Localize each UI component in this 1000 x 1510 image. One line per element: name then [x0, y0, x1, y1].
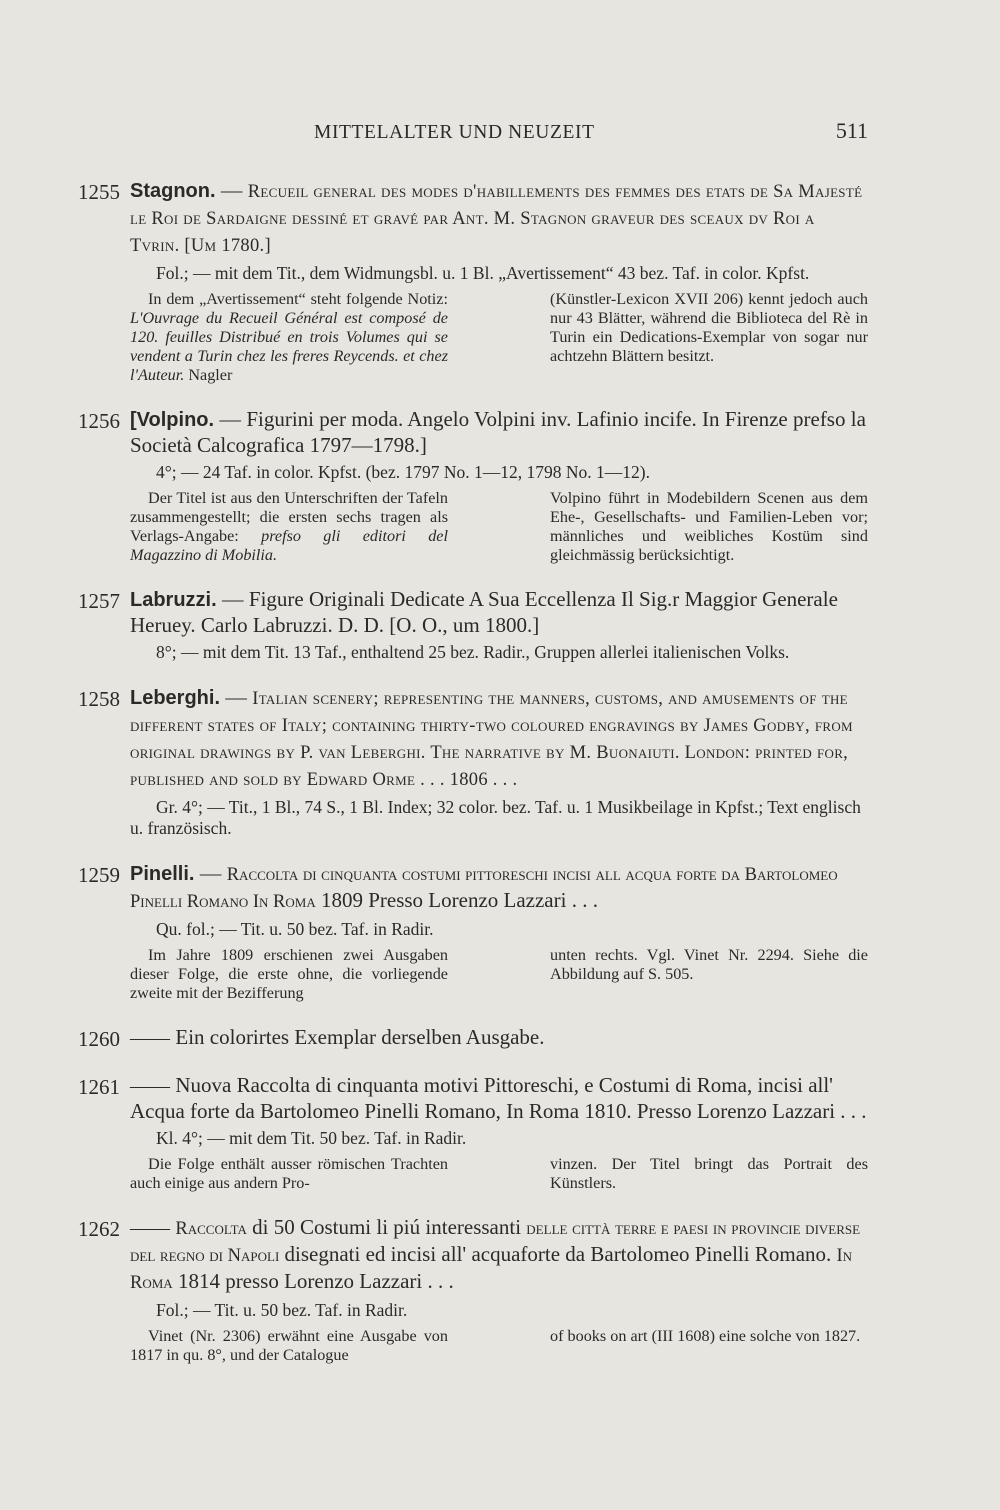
entry-title-part: In Roma — [130, 1246, 853, 1293]
catalogue-entry-1259 — [78, 861, 868, 1003]
note-left — [130, 290, 448, 385]
note-left: Die Folge enthält ausser römischen Trachten auch einige aus andern Pro- — [130, 1155, 448, 1192]
entry-dash: —— — [130, 1075, 170, 1097]
catalogue-entry-1261 — [78, 1073, 868, 1193]
entry-number: 1261 — [78, 1075, 120, 1099]
entry-title-part: Raccolta — [175, 1219, 247, 1239]
entry-number: 1257 — [78, 589, 120, 613]
catalogue-entry-1255 — [78, 178, 868, 385]
entry-heading — [78, 587, 868, 638]
entry-heading — [78, 861, 868, 915]
entry-title: Nuova Raccolta di cinquanta motivi Pittoreschi, e Costumi di Roma, incisi all' Acqua forte da Bartolomeo Pinelli Romano, In Roma 1810. Presso Lorenzo Lazzari . . . — [130, 1073, 867, 1123]
entry-title — [130, 861, 838, 912]
catalogue-entry-1257 — [78, 587, 868, 663]
entry-number: 1262 — [78, 1217, 120, 1241]
entry-number: 1255 — [78, 180, 120, 204]
catalogue-entry-1258 — [78, 685, 868, 839]
entry-separator: — — [216, 587, 249, 611]
note-right: unten rechts. Vgl. Vinet Nr. 2294. Siehe die Abbildung auf S. 505. — [550, 946, 868, 983]
entry-notes — [78, 946, 868, 1003]
catalogue-entry-1262 — [78, 1215, 868, 1365]
entry-collation: Gr. 4°; — Tit., 1 Bl., 74 S., 1 Bl. Index; 32 color. bez. Taf. u. 1 Musikbeilage in Kpfst.; Text englisch u. französisch. — [130, 797, 861, 838]
note-right: vinzen. Der Titel bringt das Portrait des Künstlers. — [550, 1155, 868, 1192]
entry-title: Italian scenery; representing the manners, customs, and amusements of the different states of Italy; containing thirty-two coloured engravings by James Godby, from original drawings by P. van Leberghi. The narrative by M. Buonaiuti. London: printed for, published and sold by Edward Orme . . . 1806 . . . — [130, 689, 853, 790]
entry-title-part: delle città terre e paesi in provincie diverse del regno di Napoli — [130, 1219, 861, 1266]
entry-heading — [78, 1215, 868, 1296]
entry-notes — [78, 1327, 868, 1365]
entry-name: [Volpino. — [130, 409, 215, 431]
entry-title-part: 1809 Presso Lorenzo Lazzari . . . — [315, 888, 598, 912]
entry-name: Pinelli. — [130, 863, 195, 885]
entry-separator: — — [215, 178, 248, 202]
entry-heading — [78, 407, 868, 458]
entry-heading — [78, 178, 868, 259]
entry-number: 1256 — [78, 409, 120, 433]
entry-title-part: Raccolta di cinquanta costumi pittoreschi incisi all acqua forte da Bartolomeo Pinelli Romano In Roma — [130, 865, 838, 912]
entry-collation: 8°; — mit dem Tit. 13 Taf., enthaltend 25 bez. Radir., Gruppen allerlei italienischen Volks. — [156, 642, 790, 662]
entry-number: 1260 — [78, 1027, 120, 1051]
catalogue-entry-1260 — [78, 1025, 868, 1051]
note-left: Im Jahre 1809 erschienen zwei Ausgaben dieser Folge, die erste ohne, die vorliegende zweite mit der Bezifferung — [130, 946, 448, 1002]
entry-title: Ein colorirtes Exemplar derselben Ausgabe. — [175, 1025, 545, 1049]
page-number: 511 — [835, 118, 868, 143]
entry-notes — [78, 489, 868, 565]
entry-title — [130, 1215, 860, 1293]
entry-name: Stagnon. — [130, 180, 216, 202]
note-quote: L'Ouvrage du Recueil Général est composé de 120. feuilles Distribué en trois Volumes qui se vendent a Turin chez les freres Reycends. et chez l'Auteur. — [130, 309, 448, 384]
entry-title-part: 1814 presso Lorenzo Lazzari . . . — [172, 1269, 454, 1293]
entry-separator: — — [214, 407, 247, 431]
entry-collation: Kl. 4°; — mit dem Tit. 50 bez. Taf. in Radir. — [156, 1128, 467, 1148]
entry-name: Labruzzi. — [130, 589, 217, 611]
note-left — [130, 489, 448, 565]
note-text: Nagler — [184, 366, 233, 384]
catalogue-entry-1256 — [78, 407, 868, 565]
entry-heading — [78, 685, 868, 793]
running-title: MITTELALTER UND NEUZEIT — [314, 122, 595, 143]
entry-title-part: disegnati ed incisi all' acquaforte da Bartolomeo Pinelli Romano. — [279, 1242, 837, 1266]
entry-title: Recueil general des modes d'habillements des femmes des etats de Sa Majesté le Roi de Sardaigne dessiné et gravé par Ant. M. Stagnon graveur des sceaux dv Roi a Tvrin. [Um 1780.] — [130, 182, 863, 256]
entry-title: Figure Originali Dedicate A Sua Eccellenza Il Sig.r Maggior Generale Heruey. Carlo Labruzzi. D. D. [O. O., um 1800.] — [130, 587, 838, 637]
entry-dash: —— — [130, 1217, 170, 1239]
entry-title: Figurini per moda. Angelo Volpini inv. Lafinio incife. In Firenze prefso la Società Calcografica 1797—1798.] — [130, 407, 866, 457]
page-header — [78, 118, 868, 158]
entry-notes — [78, 290, 868, 385]
entry-heading — [78, 1025, 868, 1051]
entry-separator: — — [194, 861, 227, 885]
entry-number: 1258 — [78, 687, 120, 711]
entry-collation: Fol.; — Tit. u. 50 bez. Taf. in Radir. — [156, 1300, 408, 1320]
note-right: of books on art (III 1608) eine solche von 1827. — [550, 1327, 861, 1345]
entry-collation: Qu. fol.; — Tit. u. 50 bez. Taf. in Radir. — [156, 919, 434, 939]
entry-dash: —— — [130, 1027, 170, 1049]
entry-title-part: di 50 Costumi li piú interessanti — [246, 1215, 527, 1239]
note-right: (Künstler-Lexicon XVII 206) kennt jedoch auch nur 43 Blätter, während die Biblioteca del Rè in Turin ein Dedications-Exemplar von sogar nur achtzehn Blättern besitzt. — [550, 290, 868, 365]
note-right: Volpino führt in Modebildern Scenen aus dem Ehe-, Gesellschafts- und Familien-Leben vor; männliches und weibliches Kostüm sind gleichmässig berücksichtigt. — [550, 489, 868, 564]
entry-collation: Fol.; — mit dem Tit., dem Widmungsbl. u. 1 Bl. „Avertissement“ 43 bez. Taf. in color. Kpfst. — [156, 263, 810, 283]
entry-notes — [78, 1155, 868, 1193]
entry-collation: 4°; — 24 Taf. in color. Kpfst. (bez. 1797 No. 1—12, 1798 No. 1—12). — [156, 462, 650, 482]
entry-name: Leberghi. — [130, 687, 221, 709]
note-text: In dem „Avertissement“ steht folgende Notiz: — [148, 290, 448, 308]
entry-number: 1259 — [78, 863, 120, 887]
note-quote: prefso gli editori del Magazzino di Mobilia. — [130, 527, 448, 564]
note-left: Vinet (Nr. 2306) erwähnt eine Ausgabe von 1817 in qu. 8°, und der Catalogue — [130, 1327, 448, 1364]
note-text: Der Titel ist aus den Unterschriften der Tafeln zusammengestellt; die ersten sechs tragen als Verlags-Angabe: — [130, 489, 448, 545]
entry-heading — [78, 1073, 868, 1124]
entry-separator: — — [220, 685, 253, 709]
